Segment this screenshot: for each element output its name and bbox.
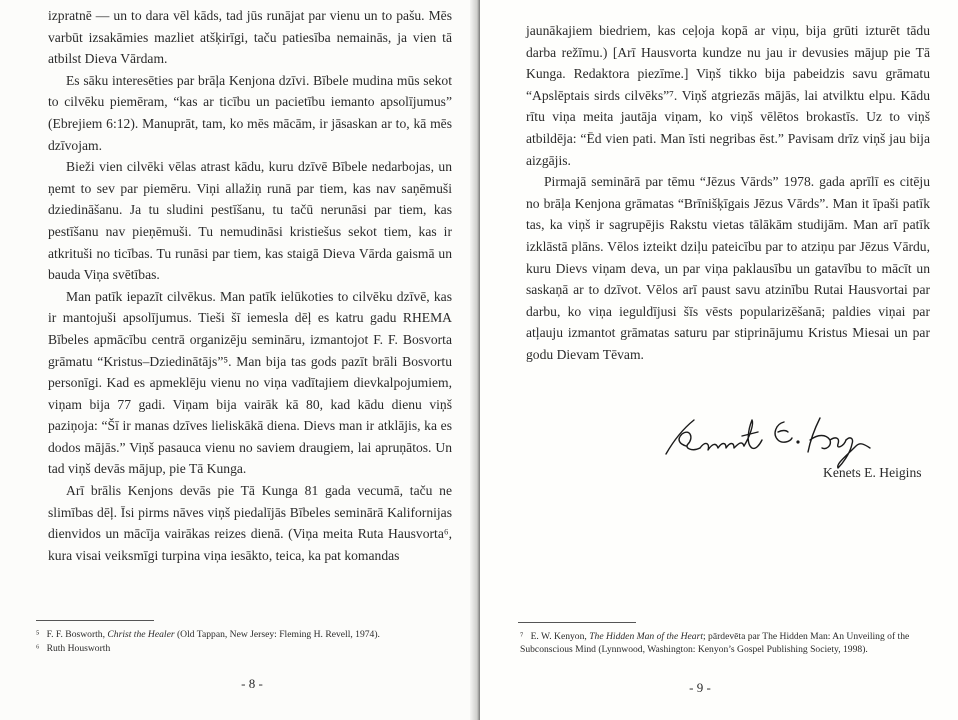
page-number: - 8 - bbox=[241, 676, 263, 691]
page-number: - 9 - bbox=[689, 680, 711, 695]
paragraph: Arī brālis Kenjons devās pie Tā Kunga 81 gada vecumā, taču ne slimības dēļ. Īsi pirms nāves viņš piedalījās Bībeles seminārā Kalifornijas dienvidos un mācīja vairākas reizes dienā. (Viņa meita Ruta Hausvorta⁶, kura visai veiksmīgi turpina viņa iesākto, teica, ka pat komandas bbox=[48, 483, 452, 563]
paragraph: Bieži vien cilvēki vēlas atrast kādu, kuru dzīvē Bībele nedarbojas, un ņemt to sev par piemēru. Viņi allažiņ runā par tiem, kas nav saņēmuši dziedināšanu. Ja tu sludini pestīšanu, tu tačū nerunāsi par tiem, kas pestīšanu nav pieņēmuši. Tu nemudināsi kristiešus sekot tiem, kas ir atkrituši no ticības. Tu runāsi par tiem, kas staigā Dieva Vārda gaismā un bauda Viņa svētības. bbox=[48, 159, 452, 283]
signature-name: Kenets E. Heigins bbox=[823, 465, 922, 480]
paragraph: jaunākajiem biedriem, kas ceļoja kopā ar viņu, bija grūti izturēt tādu darba režīmu.) [Arī Hausvorta kundze nu jau ir devusies mājup pie Tā Kunga. Redaktora piezīme.] Viņš tikko bija pabeidzis savu grāmatu “Apslēptais sirds cilvēks”⁷. Viņš atgriezās mājās, lai atvilktu elpu. Kādu rītu viņa meita jautāja viņam, ko viņš vēlētos brokastīs. Uz to viņš atbildēja: “Ēd vien pati. Man īsti negribas ēst.” Pavisam drīz viņš jau bija aizgājis. bbox=[526, 23, 930, 168]
footnote: ⁷ E. W. Kenyon, The Hidden Man of the Heart; pārdevēta par The Hidden Man: An Unveiling of the Subconscious Mind (Lynnwood, Washington: Kenyon’s Gospel Publishing Society, 1998). bbox=[520, 631, 910, 655]
footnote: ⁶ Ruth Housworth bbox=[36, 643, 111, 654]
right-body-text bbox=[526, 20, 930, 366]
paragraph: Man patīk iepazīt cilvēkus. Man patīk ielūkoties to cilvēku dzīvē, kas ir mantojuši apsolījumus. Tieši šī iemesla dēļ es katru gadu RHEMA Bībeles apmācību centrā organizēju semināru, izmantojot F. F. Bosvorta grāmatu “Kristus–Dziedinātājs”⁵. Man bija tas gods pazīt brāli Bosvortu personīgi. Kad es apmeklēju vienu no viņa vadītajiem dievkalpojumiem, viņam bija 77 gadi. Viņam bija vairāk kā 80, kad kādu dienu viņš paziņoja: “Šī ir manas dzīves lieliskākā diena. Dievs man ir atklājis, ka es dodos mājās.” Viņš pasauca vienu no saviem draugiem, lai apruņātos. Un tad viņš devās mājup, pie Tā Kunga. bbox=[48, 288, 452, 477]
paragraph: Pirmajā seminārā par tēmu “Jēzus Vārds” 1978. gada aprīlī es citēju no brāļa Kenjona grāmatas “Brīnišķīgais Jēzus Vārds”. Man it īpaši patīk tas, ka viņš ir sagrupējis Rakstu vietas tālākām studijām. Man arī patīk izklāstā plāns. Vēlos izteikt dziļu pateicību par to atziņu par Jēzus Vārdu, kuru Dievs viņam deva, un par viņa paklausību un gatavību to mācīt un saskaņā ar to dzīvot. Vēlos arī paust savu atzinību Rutai Hausvortai par darbu, ko viņa ieguldījusi šīs vēsts popularizēšanā; paldies viņai par atļauju izmantot grāmatas saturu par stiprinājumu Kristus Miesai un par godu Dievam Tēvam. bbox=[526, 174, 930, 362]
right-page bbox=[480, 0, 958, 720]
footnote-rule bbox=[518, 622, 636, 623]
left-body-text bbox=[48, 5, 452, 566]
left-page bbox=[0, 0, 478, 720]
paragraph: izpratnē — un to dara vēl kāds, tad jūs runājat par vienu un to pašu. Mēs varbūt izsakāmies mazliet atšķirīgi, taču patiesība nemainās, ja vien tā atbilst Dieva Vārdam. bbox=[48, 8, 452, 67]
footnote-rule bbox=[36, 620, 154, 621]
footnote: ⁵ F. F. Bosworth, Christ the Healer (Old Tappan, New Jersey: Fleming H. Revell, 1974). bbox=[36, 629, 380, 640]
paragraph: Es sāku interesēties par brāļa Kenjona dzīvi. Bībele mudina mūs sekot to cilvēku piemēram, “kas ar ticību un pacietību iemanto apsolījumus” (Ebrejiem 6:12). Manuprāt, tam, ko mēs mācām, ir jāsaskan ar to, kā mēs dzīvojam. bbox=[48, 72, 452, 153]
